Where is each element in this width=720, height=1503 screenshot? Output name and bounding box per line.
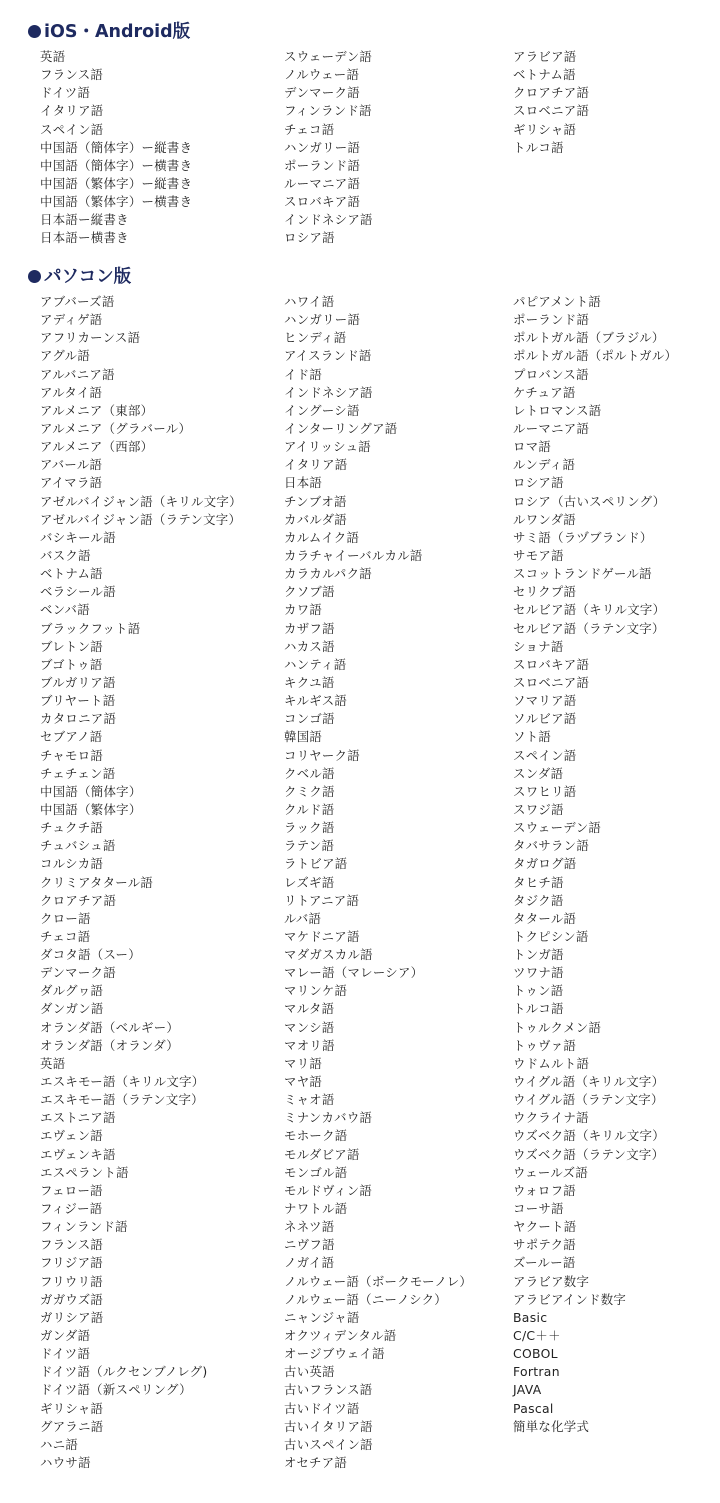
language-item: 古いフランス語 [284,1382,373,1398]
language-item: ルワンダ語 [513,511,576,527]
language-item: コーサ語 [513,1201,564,1217]
language-item: バシキール語 [40,529,116,545]
language-item: ポーランド語 [284,157,361,173]
language-item: ドイツ語（ルクセンブノレグ) [40,1364,208,1380]
language-item: セブアノ語 [40,729,103,745]
language-item: クミク語 [284,783,335,799]
language-item: マリンケ語 [284,983,348,999]
language-item: オセチア語 [284,1455,348,1470]
language-item: ドイツ語（新スペリング） [40,1382,192,1398]
language-item: フェロー語 [40,1182,103,1198]
language-item: エヴェン語 [40,1128,103,1144]
language-item: マヤ語 [284,1074,323,1090]
language-item: ロシア語 [284,230,335,246]
language-item: ロシア語 [513,475,564,491]
language-item: レトロマンス語 [513,402,602,418]
language-item: アフリカーンス語 [40,330,141,346]
language-item: フランス語 [40,67,104,83]
language-item: アイスランド語 [284,348,372,364]
language-item: 韓国語 [284,729,323,745]
language-item: フリジア語 [40,1255,103,1271]
language-item: ハンガリー語 [284,312,361,328]
language-item: ウズベク語（ラテン文字） [513,1146,665,1162]
language-item: ヒンディ語 [284,330,347,346]
language-item: ダンガン語 [40,1001,104,1017]
language-item: 中国語（繁体字）ー縦書き [40,175,193,191]
language-item: 中国語（繁体字） [40,801,142,817]
language-column [40,48,192,248]
language-item: マオリ語 [284,1037,335,1053]
language-item: 古いスペイン語 [284,1436,373,1452]
language-item: ソルビア語 [513,711,577,727]
language-item: ノルウェー語（ニーノシク） [284,1291,447,1307]
language-item: スロバキア語 [513,656,590,672]
language-item: JAVA [513,1382,542,1398]
language-item: ウォロフ語 [513,1182,576,1198]
language-column [284,48,373,248]
language-item: スロバキア語 [284,194,361,210]
language-item: アゼルバイジャン語（ラテン文字） [40,511,242,527]
language-item: ルーマニア語 [513,420,590,436]
language-item: リトアニア語 [284,892,360,908]
language-item: エヴェンキ語 [40,1146,116,1162]
language-item: パピアメント語 [513,294,602,309]
language-item: ノルウェー語 [284,67,360,83]
language-item: ブリヤート語 [40,693,116,709]
language-item: モルダビア語 [284,1146,360,1162]
language-item: クロアチア語 [40,892,117,908]
language-item: アルメニア（西部） [40,439,154,455]
language-item: ウイグル語（ラテン文字） [513,1092,664,1108]
language-item: ウズベク語（キリル文字） [513,1128,665,1144]
language-item: コンゴ語 [284,711,335,727]
language-item: ハウサ語 [40,1455,91,1470]
language-item: ガリシア語 [40,1309,104,1325]
language-item: ナワトル語 [284,1201,348,1217]
language-item: Fortran [513,1364,560,1380]
language-item: スンダ語 [513,765,564,781]
language-item: ガガウズ語 [40,1291,104,1307]
language-item: 日本語ー縦書き [40,212,129,228]
language-item: ダコタ語（スー） [40,947,141,963]
language-item: ツワナ語 [513,965,564,981]
language-item: アディゲ語 [40,312,103,328]
language-item: インドネシア語 [284,212,373,228]
language-item: チュバシュ語 [40,838,116,854]
language-item: クルド語 [284,801,335,817]
language-item: クベル語 [284,765,335,781]
language-item: アブバーズ語 [40,294,115,309]
language-item: フランス語 [40,1237,104,1253]
language-item: アグル語 [40,348,91,364]
language-item: Pascal [513,1400,554,1416]
language-item: C/C＋＋ [513,1328,561,1344]
language-item: フィンランド語 [40,1219,128,1235]
language-item: スウェーデン語 [513,820,602,836]
language-item: ソマリア語 [513,693,577,709]
language-item: クソブ語 [284,584,335,600]
language-column [284,293,472,1472]
language-item: 中国語（簡体字）ー縦書き [40,139,193,155]
language-item: セルビア語（ラテン文字） [513,620,665,636]
language-item: ノルウェー語（ボークモーノレ） [284,1273,473,1289]
language-item: ミナンカバウ語 [284,1110,373,1126]
language-item: トンガ語 [513,947,564,963]
language-item: アルメニア（グラバール） [40,420,192,436]
language-item: エスキモー語（キリル文字） [40,1074,205,1090]
language-item: プロバンス語 [513,366,589,382]
language-item: 日本語 [284,475,323,491]
language-item: アルタイ語 [40,384,103,400]
language-item: タバサラン語 [513,838,590,854]
language-item: ウェールズ語 [513,1164,589,1180]
language-item: アラビア語 [513,49,577,64]
language-item: 英語 [40,49,66,64]
language-item: ショナ語 [513,638,564,654]
language-column [513,48,589,157]
language-item: アゼルバイジャン語（キリル文字） [40,493,242,509]
language-item: 中国語（簡体字） [40,783,142,799]
language-item: ラトビア語 [284,856,348,872]
language-item: タジク語 [513,892,564,908]
language-item: アイマラ語 [40,475,103,491]
language-item: ノガイ語 [284,1255,335,1271]
language-item: デンマーク語 [40,965,116,981]
language-item: カラチャイーバルカル語 [284,547,423,563]
language-item: トクピシン語 [513,928,589,944]
language-item: ギリシャ語 [40,1400,104,1416]
language-item: サポテク語 [513,1237,576,1253]
language-item: トルコ語 [513,139,564,155]
language-item: ルバ語 [284,910,322,926]
language-item: アラビアインド数字 [513,1291,627,1307]
language-item: タガログ語 [513,856,577,872]
language-item: フィンランド語 [284,103,372,119]
language-item: イングーシ語 [284,402,360,418]
language-item: ウイグル語（キリル文字） [513,1074,665,1090]
language-item: 英語 [40,1055,66,1071]
section-heading [28,263,131,291]
language-item: マレー語（マレーシア） [284,965,424,981]
language-item: ベンバ語 [40,602,90,618]
language-item: バスク語 [40,547,91,563]
language-item: ウドムルト語 [513,1055,590,1071]
language-item: サミ語（ラヅブランド） [513,529,653,545]
language-item: ダルグヮ語 [40,983,104,999]
language-item: 古い英語 [284,1364,335,1380]
language-item: 日本語ー横書き [40,230,129,246]
language-item: ハンガリー語 [284,139,361,155]
language-item: コリヤーク語 [284,747,360,763]
language-item: オランダ語（オランダ） [40,1037,179,1053]
language-item: ウクライナ語 [513,1110,589,1126]
language-item: セリクプ語 [513,584,577,600]
language-item: カワ語 [284,602,323,618]
language-item: フィジー語 [40,1201,103,1217]
language-item: インターリングア語 [284,420,398,436]
language-item: マリ語 [284,1055,323,1071]
language-item: ブラックフット語 [40,620,141,636]
language-item: ガンダ語 [40,1328,91,1344]
language-item: ルンディ語 [513,457,576,473]
section-title-text: パソコン版 [44,267,132,287]
language-item: セルビア語（キリル文字） [513,602,666,618]
language-item: ズールー語 [513,1255,576,1271]
language-item: アイリッシュ語 [284,439,371,455]
language-item: チェコ語 [284,121,335,137]
language-item: モルドヴィン語 [284,1182,373,1198]
language-item: スペイン語 [513,747,577,763]
bullet-icon [28,270,41,283]
language-item: スワジ語 [513,801,564,817]
section-heading [28,18,190,46]
language-item: エスペラント語 [40,1164,129,1180]
language-item: ニャンジャ語 [284,1309,360,1325]
language-item: オージブウェイ語 [284,1346,385,1362]
language-item: モホーク語 [284,1128,348,1144]
language-item: ニヴフ語 [284,1237,335,1253]
language-item: チェチェン語 [40,765,116,781]
language-item: ロマ語 [513,439,552,455]
language-item: マルタ語 [284,1001,335,1017]
language-item: マダガスカル語 [284,947,373,963]
language-item: アバール語 [40,457,103,473]
language-item: トゥヴァ語 [513,1037,577,1053]
language-item: ハワイ語 [284,294,335,309]
language-item: クロー語 [40,910,91,926]
language-item: スロベニア語 [513,103,590,119]
language-item: タヒチ語 [513,874,564,890]
language-item: イド語 [284,366,323,382]
language-item: マンシ語 [284,1019,335,1035]
language-item: ソト語 [513,729,552,745]
language-item: オランダ語（ベルギー） [40,1019,180,1035]
language-item: トルコ語 [513,1001,564,1017]
bullet-icon [28,25,41,38]
language-item: ギリシャ語 [513,121,577,137]
language-item: ハニ語 [40,1436,79,1452]
language-item: ドイツ語 [40,85,91,101]
language-item: コルシカ語 [40,856,104,872]
language-item: ロシア（古いスペリング） [513,493,666,509]
language-item: ドイツ語 [40,1346,91,1362]
language-item: スコットランドゲール語 [513,566,652,582]
language-item: ブゴトゥ語 [40,656,103,672]
language-column [513,293,677,1436]
language-item: ネネツ語 [284,1219,335,1235]
language-item: キルギス語 [284,693,348,709]
language-item: カラカルパク語 [284,566,372,582]
language-item: ルーマニア語 [284,175,361,191]
language-item: サモア語 [513,547,564,563]
language-item: 中国語（簡体字）ー横書き [40,157,193,173]
language-item: ミャオ語 [284,1092,335,1108]
language-item: 簡単な化学式 [513,1418,590,1434]
language-column [40,293,242,1472]
language-item: スワヒリ語 [513,783,577,799]
language-item: ケチュア語 [513,384,576,400]
language-item: スペイン語 [40,121,104,137]
language-item: チュクチ語 [40,820,104,836]
language-item: トゥン語 [513,983,564,999]
language-item: クロアチア語 [513,85,590,101]
language-item: トゥルクメン語 [513,1019,602,1035]
section-title-text: iOS・Android版 [44,22,191,42]
language-item: エストニア語 [40,1110,116,1126]
language-item: ポルトガル語（ブラジル） [513,330,665,346]
language-item: ベトナム語 [40,566,103,582]
language-item: エスキモー語（ラテン文字） [40,1092,204,1108]
language-item: スロベニア語 [513,674,590,690]
language-item: イタリア語 [40,103,104,119]
language-item: キクユ語 [284,674,335,690]
language-item: アルバニア語 [40,366,115,382]
language-item: Basic [513,1309,548,1325]
language-item: 中国語（繁体字）ー横書き [40,194,193,210]
language-item: チェコ語 [40,928,91,944]
language-item: アルメニア（東部） [40,402,154,418]
language-item: デンマーク語 [284,85,360,101]
language-item: フリウリ語 [40,1273,103,1289]
language-item: カタロニア語 [40,711,117,727]
language-item: ラック語 [284,820,335,836]
language-item: マケドニア語 [284,928,360,944]
language-item: ポルトガル語（ポルトガル） [513,348,678,364]
language-item: ベラシール語 [40,584,116,600]
language-item: カルムイク語 [284,529,360,545]
language-item: グアラニ語 [40,1418,104,1434]
language-item: クリミアタタール語 [40,874,154,890]
language-item: カザフ語 [284,620,335,636]
language-item: アラビア数字 [513,1273,590,1289]
language-item: COBOL [513,1346,558,1362]
language-item: ハンティ語 [284,656,347,672]
language-item: 古いドイツ語 [284,1400,360,1416]
language-item: モンゴル語 [284,1164,348,1180]
language-item: タタール語 [513,910,577,926]
language-item: レズギ語 [284,874,335,890]
language-item: カバルダ語 [284,511,347,527]
language-item: イタリア語 [284,457,348,473]
language-item: ブルガリア語 [40,674,116,690]
language-item: スウェーデン語 [284,49,373,64]
language-item: チャモロ語 [40,747,104,763]
language-item: インドネシア語 [284,384,373,400]
language-item: ブレトン語 [40,638,103,654]
language-item: オクツィデンタル語 [284,1328,397,1344]
language-item: 古いイタリア語 [284,1418,373,1434]
language-item: ヤクート語 [513,1219,577,1235]
language-item: ハカス語 [284,638,335,654]
language-item: ラテン語 [284,838,335,854]
language-item: ポーランド語 [513,312,590,328]
language-item: チンブオ語 [284,493,347,509]
language-item: ベトナム語 [513,67,576,83]
